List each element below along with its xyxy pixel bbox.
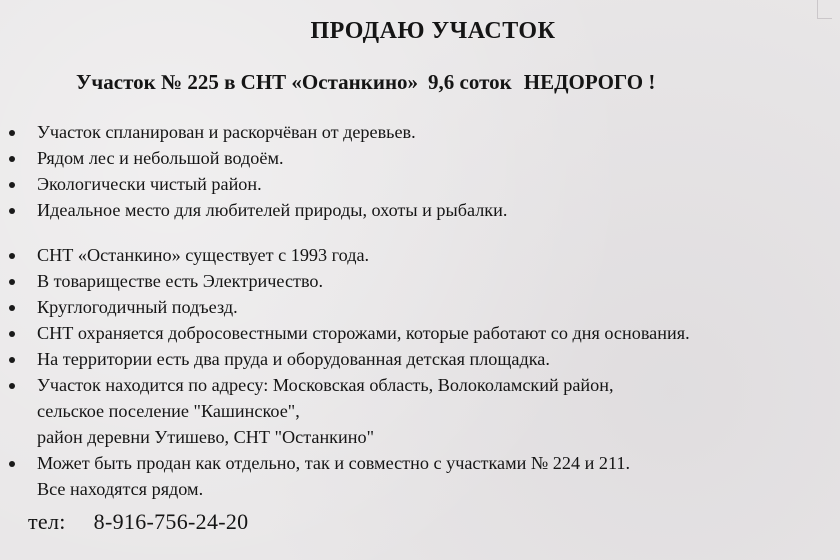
list-item-line: Может быть продан как отдельно, так и совместно с участками № 224 и 211. bbox=[37, 453, 631, 473]
list-item-line: сельское поселение "Кашинское", bbox=[37, 401, 300, 421]
bullet-icon bbox=[9, 331, 15, 337]
lot-area: 9,6 соток bbox=[428, 70, 512, 94]
bullet-icon bbox=[9, 279, 15, 285]
feature-item bbox=[0, 171, 840, 197]
feature-item bbox=[0, 197, 840, 223]
lot-number: Участок № 225 в СНТ «Останкино» bbox=[76, 70, 419, 94]
bullet-icon bbox=[9, 357, 15, 363]
features-list bbox=[0, 119, 840, 223]
ad-title: ПРОДАЮ УЧАСТОК bbox=[310, 18, 556, 44]
list-item-line: Идеальное место для любителей природы, охоты и рыбалки. bbox=[37, 200, 508, 220]
ad-subtitle bbox=[76, 70, 655, 95]
community-item bbox=[0, 268, 840, 294]
community-item bbox=[0, 346, 840, 372]
community-list bbox=[0, 242, 840, 502]
list-item-line: район деревни Утишево, СНТ "Останкино" bbox=[37, 427, 375, 447]
list-item-line: СНТ «Останкино» существует с 1993 года. bbox=[37, 245, 370, 265]
list-item-line: Участок находится по адресу: Московская область, Волоколамский район, bbox=[37, 375, 614, 395]
feature-item bbox=[0, 145, 840, 171]
community-item bbox=[0, 294, 840, 320]
feature-item bbox=[0, 119, 840, 145]
list-item-line: В товариществе есть Электричество. bbox=[37, 271, 324, 291]
bullet-icon bbox=[9, 130, 15, 136]
list-item-line: Рядом лес и небольшой водоём. bbox=[37, 148, 284, 168]
list-item-line: Круглогодичный подъезд. bbox=[37, 297, 238, 317]
community-item bbox=[0, 320, 840, 346]
bullet-icon bbox=[9, 383, 15, 389]
contact-line bbox=[28, 509, 248, 535]
bullet-icon bbox=[9, 208, 15, 214]
community-item bbox=[0, 450, 840, 502]
bullet-icon bbox=[9, 253, 15, 259]
bullet-icon bbox=[9, 305, 15, 311]
community-item bbox=[0, 242, 840, 268]
phone-number: 8-916-756-24-20 bbox=[93, 509, 249, 534]
paper-edge-mark bbox=[817, 0, 832, 19]
list-item-line: Все находятся рядом. bbox=[37, 479, 204, 499]
list-item-line: Экологически чистый район. bbox=[37, 174, 262, 194]
price-note: НЕДОРОГО ! bbox=[523, 70, 656, 94]
bullet-icon bbox=[9, 182, 15, 188]
bullet-icon bbox=[9, 461, 15, 467]
bullet-icon bbox=[9, 156, 15, 162]
list-item-line: СНТ охраняется добросовестными сторожами, которые работают со дня основания. bbox=[37, 323, 690, 343]
list-item-line: Участок спланирован и раскорчёван от деревьев. bbox=[37, 122, 416, 142]
community-item bbox=[0, 372, 840, 450]
list-item-line: На территории есть два пруда и оборудованная детская площадка. bbox=[37, 349, 550, 369]
phone-label: тел: bbox=[28, 509, 66, 534]
